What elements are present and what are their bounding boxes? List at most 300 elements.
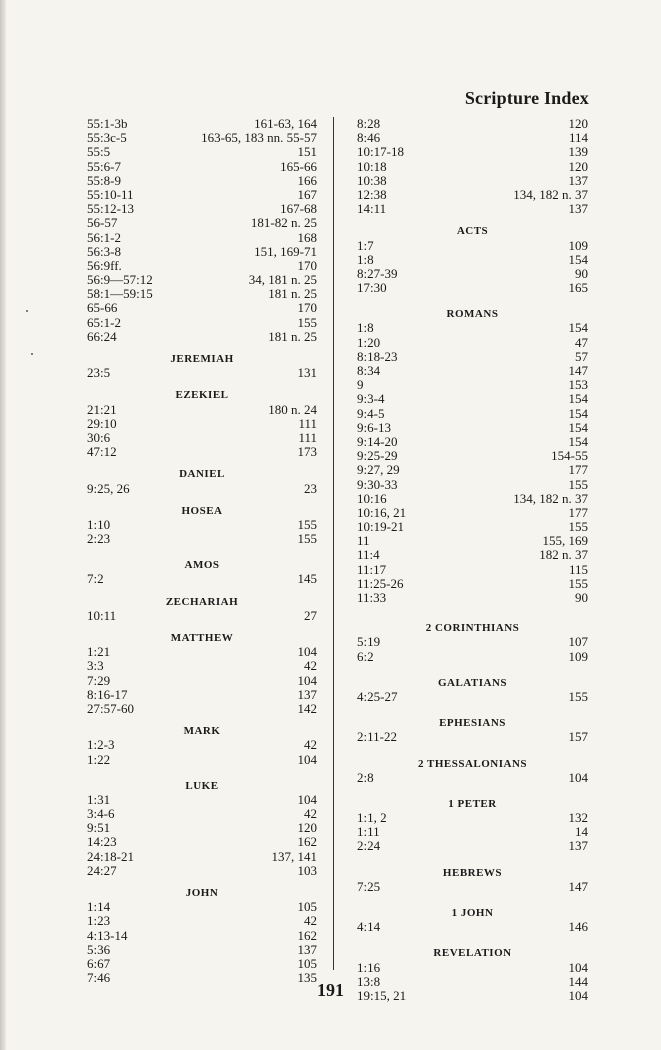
column-divider: [333, 117, 334, 970]
index-entry: [87, 659, 317, 673]
page-references: 120: [297, 820, 317, 836]
matthew-entries: [87, 645, 317, 716]
page-references: 155: [297, 314, 317, 330]
page-references: 131: [297, 365, 317, 381]
index-entry: [87, 864, 317, 878]
page-references: 154: [568, 433, 588, 449]
page-references: 157: [568, 729, 588, 745]
section-heading-romans: ROMANS: [446, 308, 499, 321]
index-entry: [87, 532, 317, 546]
verse-reference: 23:5: [87, 365, 111, 381]
page-references: 170: [297, 257, 317, 273]
index-entry: [87, 929, 317, 943]
section-heading-hebrews: HEBREWS: [442, 866, 503, 879]
index-entry: [87, 301, 317, 315]
verse-reference: 9:6-13: [357, 419, 391, 435]
verse-reference: 55:3c-5: [87, 130, 127, 146]
index-entry: [357, 730, 588, 744]
index-entry: [357, 880, 588, 894]
page-references: 154: [568, 391, 588, 407]
verse-reference: 7:2: [87, 571, 104, 587]
verse-reference: 10:19-21: [357, 519, 404, 535]
index-entry: [87, 943, 317, 957]
verse-reference: 47:12: [87, 444, 117, 460]
verse-reference: 10:16: [357, 490, 387, 506]
running-header-title: Scripture Index: [464, 88, 589, 108]
verse-reference: 6:2: [357, 648, 374, 664]
verse-reference: 17:30: [357, 280, 387, 296]
page-references: 104: [568, 987, 588, 1003]
section-heading-galatians: GALATIANS: [437, 676, 508, 689]
verse-reference: 66:24: [87, 328, 117, 344]
page-references: 145: [297, 571, 317, 587]
index-entry: [357, 690, 588, 704]
verse-reference: 10:38: [357, 172, 387, 188]
verse-reference: 4:14: [357, 919, 381, 935]
verse-reference: 7:46: [87, 970, 111, 986]
verse-reference: 29:10: [87, 415, 117, 431]
index-entry: [357, 131, 588, 145]
page-references: 181 n. 25: [268, 286, 317, 302]
page-references: 162: [297, 927, 317, 943]
index-entry: [87, 957, 317, 971]
verse-reference: 1:1, 2: [357, 810, 387, 826]
page-references: 120: [568, 116, 588, 131]
section-heading-matthew: MATTHEW: [170, 632, 234, 644]
paper-speck: [31, 353, 33, 355]
section-heading-2-corinthians: 2 CORINTHIANS: [425, 622, 520, 635]
index-entry: [357, 188, 588, 202]
index-entry: [357, 548, 588, 562]
page-references: 23: [304, 480, 317, 496]
verse-reference: 8:28: [357, 116, 381, 131]
verse-reference: 1:2-3: [87, 737, 115, 753]
index-entry: [87, 572, 317, 586]
verse-reference: 9:51: [87, 820, 111, 836]
verse-reference: 10:11: [87, 607, 117, 623]
verse-reference: 9:4-5: [357, 405, 385, 421]
section-heading-zechariah: ZECHARIAH: [165, 595, 239, 608]
index-entry: [87, 117, 317, 131]
page-references: 155, 169: [542, 533, 588, 549]
page-references: 134, 182 n. 37: [513, 490, 588, 506]
verse-reference: 14:23: [87, 834, 117, 850]
verse-reference: 1:31: [87, 791, 111, 807]
page-references: 154-55: [551, 448, 588, 464]
index-entry: [87, 431, 317, 445]
2-corinthians-entries: [357, 635, 588, 663]
page-references: 42: [304, 913, 317, 929]
index-entry: [87, 287, 317, 301]
section-heading-amos: AMOS: [184, 559, 220, 572]
index-entry: [357, 364, 588, 378]
verse-reference: 9:25-29: [357, 448, 398, 464]
verse-reference: 3:4-6: [87, 806, 115, 822]
page-references: 153: [568, 377, 588, 393]
verse-reference: 11:33: [357, 590, 387, 605]
2-thessalonians-entries: [357, 771, 588, 785]
index-entry: [87, 231, 317, 245]
verse-reference: 55:8-9: [87, 172, 121, 188]
jeremiah-entries: [87, 366, 317, 380]
page-references: 168: [297, 229, 317, 245]
ephesians-entries: [357, 730, 588, 744]
page-references: 111: [298, 415, 317, 431]
verse-reference: 5:36: [87, 941, 111, 957]
verse-reference: 11: [357, 533, 370, 549]
index-entry: [357, 174, 588, 188]
left-column: [87, 117, 317, 985]
page-references: 107: [568, 634, 588, 650]
verse-reference: 9:25, 26: [87, 480, 130, 496]
daniel-entries: [87, 482, 317, 496]
verse-reference: 3:3: [87, 658, 104, 674]
index-entry: [357, 435, 588, 449]
page-references: 180 n. 24: [268, 401, 317, 417]
index-entry: [87, 330, 317, 344]
index-entry: [87, 145, 317, 159]
index-entry: [87, 245, 317, 259]
page-references: 137: [568, 172, 588, 188]
index-entry: [357, 771, 588, 785]
verse-reference: 56:9—57:12: [87, 272, 153, 288]
index-entry: [87, 403, 317, 417]
verse-reference: 1:8: [357, 320, 374, 336]
acts-entries: [357, 239, 588, 296]
page-references: 154: [568, 405, 588, 421]
index-entry: [87, 202, 317, 216]
mark-entries: [87, 738, 317, 766]
page-references: 135: [297, 970, 317, 986]
verse-reference: 8:34: [357, 363, 381, 378]
page-references: 104: [297, 644, 317, 660]
page-references: 104: [297, 751, 317, 767]
index-entry: [87, 674, 317, 688]
index-entry: [357, 421, 588, 435]
verse-reference: 56:3-8: [87, 243, 121, 259]
page-references: 90: [575, 590, 588, 605]
section-heading-daniel: DANIEL: [179, 468, 225, 481]
page-references: 115: [568, 561, 588, 577]
verse-reference: 55:6-7: [87, 158, 121, 174]
page-references: 147: [568, 878, 588, 894]
section-heading-ezekiel: EZEKIEL: [175, 389, 229, 402]
index-entry: [357, 635, 588, 649]
index-entry: [357, 591, 588, 605]
index-entry: [357, 492, 588, 506]
index-entry: [357, 160, 588, 174]
index-entry: [87, 273, 317, 287]
verse-reference: 65:1-2: [87, 314, 121, 330]
verse-reference: 8:27-39: [357, 265, 398, 281]
index-entry: [357, 350, 588, 364]
index-entry: [87, 807, 317, 821]
index-entry: [357, 145, 588, 159]
section-heading-1-peter: 1 PETER: [448, 797, 497, 810]
page-references: 155: [297, 516, 317, 532]
1-john-entries: [357, 920, 588, 934]
page-references: 134, 182 n. 37: [513, 186, 588, 202]
index-entry: [87, 482, 317, 496]
verse-reference: 1:7: [357, 237, 374, 253]
page-references: 181 n. 25: [268, 328, 317, 344]
verse-reference: 1:11: [357, 824, 380, 840]
page-references: 90: [575, 265, 588, 281]
verse-reference: 10:18: [357, 158, 387, 174]
zechariah-entries: [87, 609, 317, 623]
index-entry: [357, 117, 588, 131]
page-references: 155: [568, 519, 588, 535]
verse-reference: 9:30-33: [357, 476, 398, 492]
index-entry: [87, 738, 317, 752]
paper-speck: [26, 310, 28, 312]
galatians-entries: [357, 690, 588, 704]
index-entry: [357, 563, 588, 577]
page-references: 109: [568, 237, 588, 253]
index-entry: [87, 417, 317, 431]
romans-entries: [357, 321, 588, 605]
page-references: 137, 141: [271, 848, 317, 864]
page-references: 147: [568, 363, 588, 378]
verse-reference: 55:1-3b: [87, 116, 128, 131]
index-entry: [357, 577, 588, 591]
index-entry: [357, 825, 588, 839]
page-references: 114: [568, 130, 588, 146]
verse-reference: 1:20: [357, 334, 381, 350]
page-references: 137: [568, 201, 588, 217]
verse-reference: 7:25: [357, 878, 381, 894]
verse-reference: 21:21: [87, 401, 117, 417]
index-entry: [87, 160, 317, 174]
page-references: 161-63, 164: [254, 116, 317, 131]
ezekiel-entries: [87, 403, 317, 460]
verse-reference: 27:57-60: [87, 700, 134, 716]
index-entry: [357, 336, 588, 350]
page-references: 137: [297, 941, 317, 957]
index-entry: [87, 366, 317, 380]
verse-reference: 9:3-4: [357, 391, 385, 407]
page-references: 132: [568, 810, 588, 826]
verse-reference: 1:14: [87, 899, 111, 915]
index-entry: [357, 478, 588, 492]
luke-entries: [87, 793, 317, 878]
page-references: 27: [304, 607, 317, 623]
page-references: 103: [297, 862, 317, 878]
verse-reference: 19:15, 21: [357, 987, 407, 1003]
index-entry: [87, 900, 317, 914]
index-entry: [87, 445, 317, 459]
john-entries: [87, 900, 317, 985]
page-references: 165-66: [280, 158, 317, 174]
page-references: 146: [568, 919, 588, 935]
index-entry: [357, 267, 588, 281]
page-references: 104: [568, 959, 588, 975]
page-binding-edge: [0, 0, 6, 1050]
page-references: 137: [568, 838, 588, 854]
verse-reference: 65-66: [87, 300, 118, 316]
page-references: 34, 181 n. 25: [248, 272, 317, 288]
verse-reference: 1:23: [87, 913, 111, 929]
verse-reference: 6:67: [87, 955, 111, 971]
index-entry: [87, 174, 317, 188]
verse-reference: 14:11: [357, 201, 387, 217]
verse-reference: 56:1-2: [87, 229, 121, 245]
verse-reference: 8:18-23: [357, 348, 398, 364]
verse-reference: 2:8: [357, 769, 374, 785]
index-entry: [87, 835, 317, 849]
page-references: 167-68: [280, 201, 317, 217]
index-entry: [357, 253, 588, 267]
hosea-entries: [87, 518, 317, 546]
page-number: 191: [317, 980, 344, 1000]
page-references: 139: [568, 144, 588, 160]
section-heading-2-thessalonians: 2 THESSALONIANS: [417, 757, 528, 770]
verse-reference: 10:16, 21: [357, 504, 407, 520]
page-references: 104: [297, 672, 317, 688]
verse-reference: 10:17-18: [357, 144, 404, 160]
page-references: 173: [297, 444, 317, 460]
page-references: 151: [297, 144, 317, 160]
verse-reference: 7:29: [87, 672, 111, 688]
page-references: 42: [304, 658, 317, 674]
index-entry: [87, 850, 317, 864]
index-entry: [87, 259, 317, 273]
verse-reference: 1:8: [357, 251, 374, 267]
verse-reference: 56-57: [87, 215, 118, 231]
index-entry: [357, 534, 588, 548]
page-references: 120: [568, 158, 588, 174]
page-references: 144: [568, 973, 588, 989]
index-entry: [357, 281, 588, 295]
verse-reference: 56:9ff.: [87, 257, 122, 273]
verse-reference: 11:25-26: [357, 575, 404, 591]
page-references: 14: [575, 824, 588, 840]
index-entry: [357, 961, 588, 975]
index-entry: [357, 520, 588, 534]
index-entry: [357, 839, 588, 853]
section-heading-john: JOHN: [185, 887, 219, 899]
page-references: 170: [297, 300, 317, 316]
page-references: 155: [568, 476, 588, 492]
page-references: 105: [297, 899, 317, 915]
page-references: 165: [568, 280, 588, 296]
page-references: 57: [575, 348, 588, 364]
verse-reference: 24:27: [87, 862, 117, 878]
verse-reference: 11:17: [357, 561, 387, 577]
index-entry: [87, 702, 317, 716]
page-references: 155: [297, 531, 317, 547]
index-entry: [87, 188, 317, 202]
index-entry: [357, 650, 588, 664]
page-references: 137: [297, 686, 317, 702]
verse-reference: 8:16-17: [87, 686, 128, 702]
page-references: 154: [568, 419, 588, 435]
verse-reference: 4:25-27: [357, 688, 398, 704]
page-references: 142: [297, 700, 317, 716]
page-references: 166: [297, 172, 317, 188]
verse-reference: 4:13-14: [87, 927, 128, 943]
index-entry: [87, 688, 317, 702]
page-references: 154: [568, 251, 588, 267]
isaiah-entries: [87, 117, 317, 344]
verse-reference: 24:18-21: [87, 848, 134, 864]
verse-reference: 2:23: [87, 531, 111, 547]
verse-reference: 1:21: [87, 644, 111, 660]
page-references: 163-65, 183 nn. 55-57: [201, 130, 317, 146]
section-heading-mark: MARK: [183, 725, 221, 738]
verse-reference: 8:46: [357, 130, 381, 146]
section-heading-acts: ACTS: [456, 225, 489, 238]
index-entry: [87, 645, 317, 659]
section-heading-hosea: HOSEA: [181, 504, 223, 517]
index-entry: [357, 378, 588, 392]
verse-reference: 9:14-20: [357, 433, 398, 449]
page-references: 109: [568, 648, 588, 664]
page-references: 47: [575, 334, 588, 350]
verse-reference: 11:4: [357, 547, 380, 563]
hebrews-entries: [357, 880, 588, 894]
page-references: 151, 169-71: [254, 243, 317, 259]
index-entry: [87, 821, 317, 835]
verse-reference: 55:10-11: [87, 186, 134, 202]
verse-reference: 2:11-22: [357, 729, 397, 745]
verse-reference: 55:12-13: [87, 201, 134, 217]
index-entry: [357, 239, 588, 253]
index-entry: [357, 811, 588, 825]
verse-reference: 1:10: [87, 516, 111, 532]
verse-reference: 55:5: [87, 144, 111, 160]
index-entry: [357, 202, 588, 216]
section-heading-ephesians: EPHESIANS: [439, 717, 506, 730]
page-references: 177: [568, 462, 588, 478]
page-references: 182 n. 37: [539, 547, 588, 563]
page-references: 154: [568, 320, 588, 336]
verse-reference: 58:1—59:15: [87, 286, 153, 302]
page-references: 155: [568, 575, 588, 591]
page-references: 155: [568, 688, 588, 704]
page-references: 162: [297, 834, 317, 850]
page-references: 167: [297, 186, 317, 202]
index-entry: [87, 131, 317, 145]
page-references: 181-82 n. 25: [250, 215, 317, 231]
page-references: 42: [304, 806, 317, 822]
section-heading-luke: LUKE: [185, 779, 219, 792]
index-entry: [357, 920, 588, 934]
page-references: 111: [298, 429, 317, 445]
verse-reference: 5:19: [357, 634, 381, 650]
verse-reference: 30:6: [87, 429, 111, 445]
index-entry: [87, 316, 317, 330]
index-entry: [87, 216, 317, 230]
index-entry: [357, 321, 588, 335]
index-entry: [357, 392, 588, 406]
section-heading-revelation: REVELATION: [433, 947, 512, 960]
right-column: [357, 117, 588, 1003]
page-references: 105: [297, 955, 317, 971]
page-references: 104: [297, 791, 317, 807]
index-entry: [87, 609, 317, 623]
index-entry: [87, 793, 317, 807]
page-references: 42: [304, 737, 317, 753]
verse-reference: 1:22: [87, 751, 111, 767]
index-entry: [87, 518, 317, 532]
page-references: 177: [568, 504, 588, 520]
index-entry: [87, 753, 317, 767]
page-references: 104: [568, 769, 588, 785]
section-heading-1-john: 1 JOHN: [451, 907, 494, 919]
verse-reference: 2:24: [357, 838, 381, 854]
section-heading-jeremiah: JEREMIAH: [170, 353, 234, 365]
